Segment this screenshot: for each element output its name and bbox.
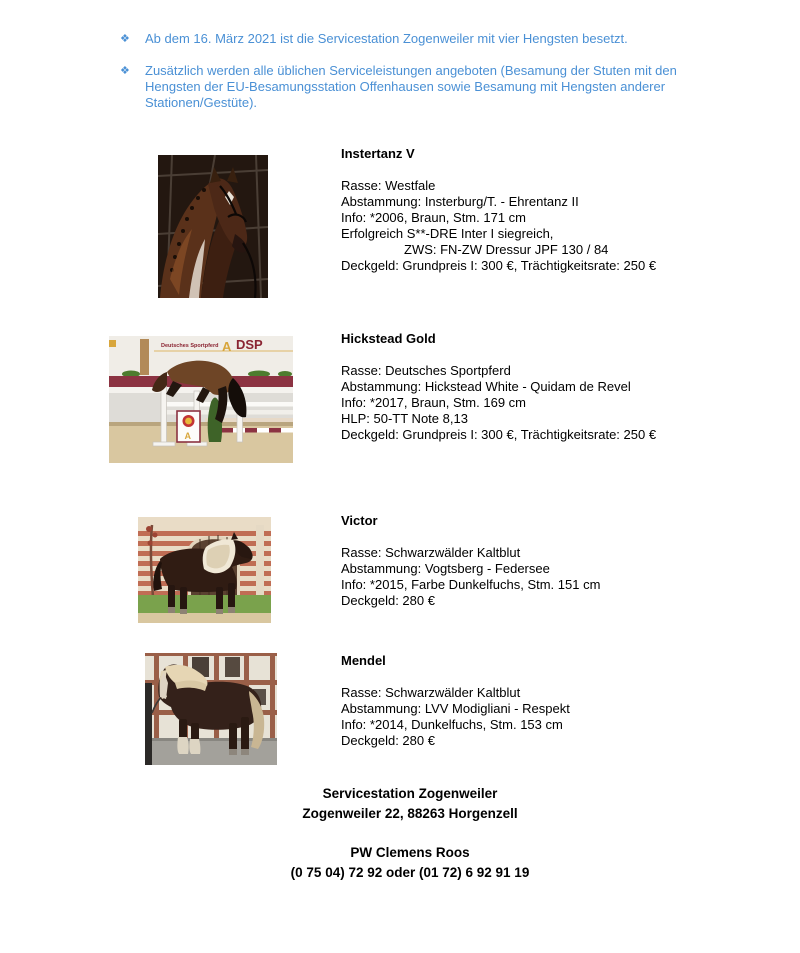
diamond-bullet-icon: ❖ [120,65,130,77]
stallion-breed: Rasse: Deutsches Sportpferd [341,363,511,378]
stallion-achievement: Erfolgreich S**-DRE Inter I siegreich, [341,226,554,241]
stallion-stud-fee: Deckgeld: 280 € [341,593,435,608]
photo-banner-text: Deutsches Sportpferd [161,343,219,349]
stallion-breeding-value: ZWS: FN-ZW Dressur JPF 130 / 84 [404,242,609,257]
stallion-photo-victor [138,517,271,623]
stallion-info: Info: *2006, Braun, Stm. 171 cm [341,210,526,225]
intro-bullet-item [120,63,706,111]
photo-board-letter: A [184,431,191,441]
stallion-stud-fee: Deckgeld: Grundpreis I: 300 €, Trächtigkeitsrate: 250 € [341,427,657,442]
stallion-name: Hickstead Gold [341,331,436,346]
footer-station-name: Servicestation Zogenweiler [322,786,498,801]
footer-phone: (0 75 04) 72 92 oder (01 72) 6 92 91 19 [290,865,530,880]
intro-line: Stationen/Gestüte). [145,95,258,110]
stallion-breed: Rasse: Westfale [341,178,436,193]
stallion-details-mendel [341,653,570,749]
stallion-name: Victor [341,513,378,528]
stallion-breed: Rasse: Schwarzwälder Kaltblut [341,545,521,560]
photo-logo-text: DSP [236,337,263,352]
stallion-stud-fee: Deckgeld: Grundpreis I: 300 €, Trächtigkeitsrate: 250 € [341,258,657,273]
intro-bullet-text [145,63,677,111]
stallion-photo-hickstead [109,336,293,463]
stallion-pedigree: Abstammung: Vogtsberg - Federsee [341,561,550,576]
intro-line: Hengsten der EU-Besamungsstation Offenhausen sowie Besamung mit Hengsten anderer [145,79,666,94]
footer-address: Zogenweiler 22, 88263 Horgenzell [302,806,518,821]
stallion-info: Info: *2015, Farbe Dunkelfuchs, Stm. 151 cm [341,577,601,592]
intro-bullet-list [120,31,706,111]
stallion-info: Info: *2017, Braun, Stm. 169 cm [341,395,526,410]
footer-contact-name: PW Clemens Roos [350,845,470,860]
stallion-info: Info: *2014, Dunkelfuchs, Stm. 153 cm [341,717,563,732]
stallion-pedigree: Abstammung: Hickstead White - Quidam de Revel [341,379,631,394]
stallion-details-hickstead [341,331,656,443]
stallion-performance-test: HLP: 50-TT Note 8,13 [341,411,468,426]
stallion-pedigree: Abstammung: Insterburg/T. - Ehrentanz II [341,194,579,209]
stallion-details-instertanz [341,146,656,274]
stallion-details-victor [341,513,600,609]
stallion-name: Instertanz V [341,146,415,161]
intro-line: Zusätzlich werden alle üblichen Serviceleistungen angeboten (Besamung der Stuten mit den [145,63,677,78]
intro-line: Ab dem 16. März 2021 ist die Servicestation Zogenweiler mit vier Hengsten besetzt. [145,31,628,46]
stallion-photo-instertanz [158,155,268,298]
stallion-photo-mendel [145,653,277,765]
stallion-breed: Rasse: Schwarzwälder Kaltblut [341,685,521,700]
stallion-stud-fee: Deckgeld: 280 € [341,733,435,748]
diamond-bullet-icon: ❖ [120,33,130,45]
stallion-pedigree: Abstammung: LVV Modigliani - Respekt [341,701,570,716]
stallion-name: Mendel [341,653,386,668]
intro-bullet-item [120,31,706,47]
photo-logo-letter: A [222,339,232,354]
intro-bullet-text [145,31,628,47]
